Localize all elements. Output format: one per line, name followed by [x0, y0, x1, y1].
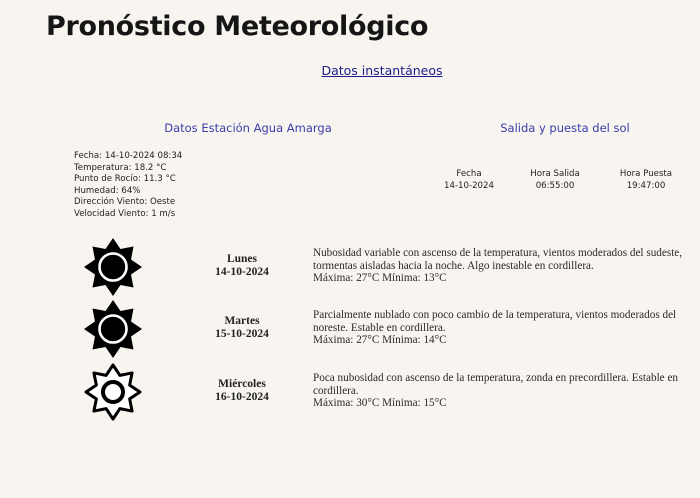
station-humidity: Humedad: 64% [74, 185, 141, 196]
day-name: Lunes [226, 253, 258, 265]
day-date: 14-10-2024 [215, 266, 269, 278]
day-date: 16-10-2024 [215, 391, 269, 403]
station-data [74, 151, 182, 221]
page-title: Pronóstico Meteorológico [46, 11, 429, 42]
sun-col-value: 19:47:00 [626, 181, 666, 191]
forecast-day [192, 378, 292, 404]
forecast-day [192, 253, 292, 279]
forecast-description [313, 247, 698, 285]
temperature-range: Máxima: 27°C Mínima: 13°C [313, 272, 447, 285]
sun-col-value: 06:55:00 [535, 181, 575, 191]
sun-col-label: Fecha [456, 169, 482, 179]
sun-col-value: 14-10-2024 [444, 181, 494, 191]
forecast-description [313, 309, 698, 347]
station-date: Fecha: 14-10-2024 08:34 [74, 151, 183, 161]
forecast-row [0, 361, 700, 421]
sun-filled-icon [82, 298, 144, 360]
station-dew-point: Punto de Rocío: 11.3 °C [74, 174, 176, 185]
forecast-description [313, 372, 698, 410]
sun-col-label: Hora Salida [530, 169, 580, 179]
instant-data-link[interactable]: Datos instantáneos [321, 63, 443, 78]
sun-col-date [419, 168, 519, 192]
sun-filled-icon [82, 236, 144, 298]
station-wind-speed: Velocidad Viento: 1 m/s [74, 208, 176, 219]
forecast-row [0, 236, 700, 296]
sun-heading: Salida y puesta del sol [500, 121, 630, 135]
day-name: Miércoles [218, 378, 266, 390]
forecast-row [0, 298, 700, 358]
day-date: 15-10-2024 [215, 328, 269, 340]
sun-col-label: Hora Puesta [619, 169, 673, 179]
forecast-day [192, 315, 292, 341]
description-text: Parcialmente nublado con poco cambio de la temperatura, vientos moderados del noreste. Estable en cordillera. [313, 309, 677, 334]
station-heading: Datos Estación Agua Amarga [164, 121, 332, 135]
temperature-range: Máxima: 27°C Mínima: 14°C [313, 334, 447, 347]
sun-col-sunset [596, 168, 696, 192]
station-temperature: Temperatura: 18.2 °C [74, 162, 167, 173]
description-text: Nubosidad variable con ascenso de la temperatura, vientos moderados del sudeste, tormentas aisladas hacia la noche. Algo inestable en cordillera. [313, 247, 683, 272]
day-name: Martes [224, 315, 260, 327]
temperature-range: Máxima: 30°C Mínima: 15°C [313, 397, 447, 410]
description-text: Poca nubosidad con ascenso de la temperatura, zonda en precordillera. Estable en cordillera. [313, 372, 678, 397]
sun-outline-icon [82, 361, 144, 423]
station-wind-direction: Dirección Viento: Oeste [74, 197, 176, 208]
sun-col-sunrise [505, 168, 605, 192]
